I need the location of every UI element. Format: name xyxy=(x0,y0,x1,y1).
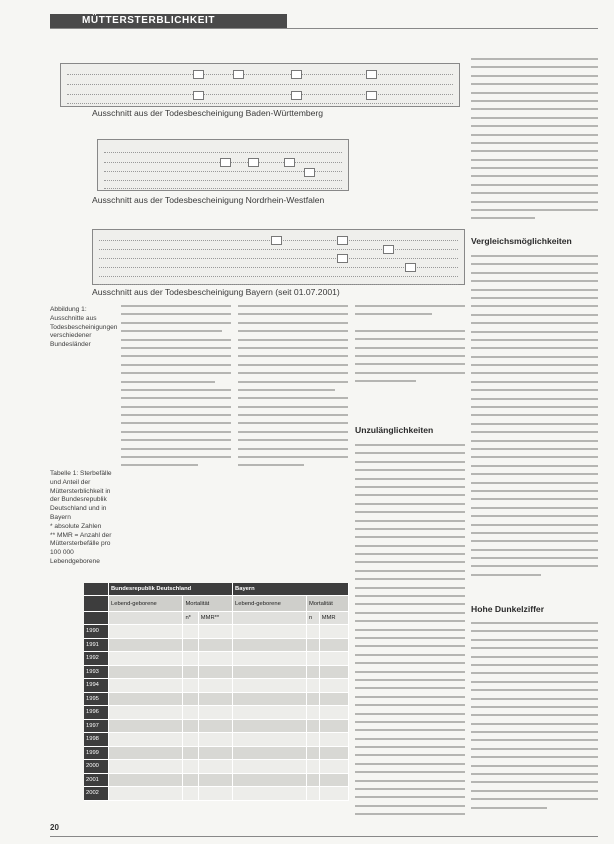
body-column-2 xyxy=(238,305,348,473)
table-cell-brd-lg xyxy=(109,719,183,733)
table-row xyxy=(84,760,349,774)
table-cell-brd-mmr xyxy=(198,652,232,666)
page-number: 20 xyxy=(50,823,59,832)
table-row-year: 1997 xyxy=(84,719,109,733)
table-cell-brd-n xyxy=(183,746,198,760)
table-unit-mmr: MMR** xyxy=(198,612,232,625)
table-cell-by-n xyxy=(306,733,319,747)
table-cell-by-n xyxy=(306,692,319,706)
table-unit-n2: n xyxy=(306,612,319,625)
table-row-year: 2000 xyxy=(84,760,109,774)
table-cell-brd-n xyxy=(183,706,198,720)
table-cell-brd-mmr xyxy=(198,665,232,679)
body-column-4-bottom xyxy=(471,622,598,812)
table-cell-by-mmr xyxy=(319,746,348,760)
table-col-mortalitaet-by: Mortalität xyxy=(306,596,348,612)
table-cell-by-lg xyxy=(233,719,307,733)
table-cell-brd-n xyxy=(183,679,198,693)
table-cell-by-n xyxy=(306,652,319,666)
table-cell-brd-mmr xyxy=(198,746,232,760)
table-row-year: 2001 xyxy=(84,773,109,787)
table-cell-brd-mmr xyxy=(198,638,232,652)
mortality-table xyxy=(84,583,349,801)
table-row-year: 1991 xyxy=(84,638,109,652)
table-unit-mmr2: MMR xyxy=(319,612,348,625)
table-cell-brd-lg xyxy=(109,760,183,774)
table-cell-brd-lg xyxy=(109,665,183,679)
table-cell-brd-mmr xyxy=(198,679,232,693)
table-cell-brd-lg xyxy=(109,625,183,639)
table-cell-brd-lg xyxy=(109,638,183,652)
table-cell-by-n xyxy=(306,760,319,774)
table-row xyxy=(84,638,349,652)
table-cell-brd-lg xyxy=(109,679,183,693)
table-cell-brd-mmr xyxy=(198,733,232,747)
table-group-bayern: Bayern xyxy=(233,583,349,596)
body-column-3-bottom xyxy=(355,444,465,816)
footer-rule xyxy=(50,836,598,837)
table-row xyxy=(84,625,349,639)
table-row xyxy=(84,706,349,720)
table-cell-by-n xyxy=(306,665,319,679)
table-cell-brd-n xyxy=(183,665,198,679)
table-row-year: 1993 xyxy=(84,665,109,679)
table-cell-by-n xyxy=(306,746,319,760)
table-row xyxy=(84,719,349,733)
table-1-caption-title: Tabelle 1: Sterbefälle und Anteil der Müttersterblichkeit in der Bundesrepublik Deutschland und in Bayern xyxy=(50,470,112,521)
table-cell-brd-n xyxy=(183,733,198,747)
table-row xyxy=(84,692,349,706)
table-row xyxy=(84,665,349,679)
section-title: MÜTTERSTERBLICHKEIT xyxy=(50,14,287,28)
table-col-lebend: Lebend-geborene xyxy=(109,596,183,612)
body-column-4-middle xyxy=(471,255,598,585)
figure-nrw xyxy=(97,139,349,191)
table-1-caption-note-1: * absolute Zahlen xyxy=(50,522,102,530)
header-rule xyxy=(50,28,598,29)
body-column-1 xyxy=(121,305,231,473)
body-column-3-top xyxy=(355,305,465,415)
figure-bw xyxy=(60,63,460,107)
table-cell-by-lg xyxy=(233,692,307,706)
table-cell-by-mmr xyxy=(319,760,348,774)
table-row-year: 1995 xyxy=(84,692,109,706)
table-row xyxy=(84,787,349,801)
table-cell-by-mmr xyxy=(319,665,348,679)
table-row-year: 1994 xyxy=(84,679,109,693)
table-cell-by-mmr xyxy=(319,706,348,720)
table-cell-by-mmr xyxy=(319,625,348,639)
table-cell-brd-n xyxy=(183,692,198,706)
table-cell-brd-mmr xyxy=(198,760,232,774)
table-cell-by-lg xyxy=(233,760,307,774)
table-cell-brd-mmr xyxy=(198,773,232,787)
body-column-4-top xyxy=(471,58,598,228)
table-cell-by-lg xyxy=(233,638,307,652)
heading-unzulaenglichkeiten: Unzulänglichkeiten xyxy=(355,425,434,435)
table-cell-by-n xyxy=(306,719,319,733)
table-cell-by-lg xyxy=(233,625,307,639)
table-cell-by-mmr xyxy=(319,638,348,652)
figure-bayern xyxy=(92,229,465,285)
table-cell-brd-mmr xyxy=(198,787,232,801)
table-cell-brd-lg xyxy=(109,692,183,706)
table-cell-by-n xyxy=(306,625,319,639)
table-row-year: 1996 xyxy=(84,706,109,720)
table-cell-by-mmr xyxy=(319,652,348,666)
table-row xyxy=(84,652,349,666)
figure-bw-caption: Ausschnitt aus der Todesbescheinigung Baden-Württemberg xyxy=(92,108,324,118)
table-cell-by-n xyxy=(306,638,319,652)
table-row-year: 1999 xyxy=(84,746,109,760)
table-row-year: 1990 xyxy=(84,625,109,639)
table-cell-by-lg xyxy=(233,706,307,720)
table-1-caption-note-2: ** MMR = Anzahl der Müttersterbefälle pro 100 000 Lebendgeborene xyxy=(50,531,112,565)
table-cell-brd-n xyxy=(183,652,198,666)
table-cell-by-lg xyxy=(233,787,307,801)
table-row-year: 1998 xyxy=(84,733,109,747)
table-cell-brd-lg xyxy=(109,746,183,760)
heading-vergleich: Vergleichsmöglichkeiten xyxy=(471,236,572,246)
figure-bayern-caption: Ausschnitt aus der Todesbescheinigung Bayern (seit 01.07.2001) xyxy=(92,287,340,297)
table-row-year: 1992 xyxy=(84,652,109,666)
heading-dunkelziffer: Hohe Dunkelziffer xyxy=(471,604,545,614)
table-cell-by-n xyxy=(306,706,319,720)
table-cell-by-mmr xyxy=(319,719,348,733)
table-cell-by-mmr xyxy=(319,679,348,693)
table-cell-by-mmr xyxy=(319,787,348,801)
table-cell-brd-mmr xyxy=(198,719,232,733)
table-cell-brd-mmr xyxy=(198,706,232,720)
table-cell-brd-mmr xyxy=(198,625,232,639)
figure-nrw-caption: Ausschnitt aus der Todesbescheinigung Nordrhein-Westfalen xyxy=(92,195,325,205)
table-cell-brd-lg xyxy=(109,773,183,787)
table-cell-by-lg xyxy=(233,773,307,787)
table-cell-by-mmr xyxy=(319,692,348,706)
table-cell-by-n xyxy=(306,787,319,801)
table-cell-by-lg xyxy=(233,652,307,666)
table-cell-brd-n xyxy=(183,773,198,787)
table-cell-brd-lg xyxy=(109,706,183,720)
table-row xyxy=(84,679,349,693)
table-col-lebend-by: Lebend-geborene xyxy=(233,596,307,612)
table-cell-by-n xyxy=(306,773,319,787)
table-cell-brd-n xyxy=(183,719,198,733)
table-col-mortalitaet: Mortalität xyxy=(183,596,233,612)
table-cell-by-n xyxy=(306,679,319,693)
table-cell-by-mmr xyxy=(319,733,348,747)
table-1-caption xyxy=(50,470,116,567)
table-row xyxy=(84,733,349,747)
table-cell-by-mmr xyxy=(319,773,348,787)
table-cell-by-lg xyxy=(233,733,307,747)
table-cell-by-lg xyxy=(233,679,307,693)
table-cell-brd-lg xyxy=(109,787,183,801)
table-unit-n: n* xyxy=(183,612,198,625)
table-cell-brd-n xyxy=(183,760,198,774)
table-row-year: 2002 xyxy=(84,787,109,801)
table-cell-brd-lg xyxy=(109,733,183,747)
table-cell-brd-lg xyxy=(109,652,183,666)
figure-1-caption: Abbildung 1: Ausschnitte aus Todesbescheinigungen verschiedener Bundesländer xyxy=(50,306,118,349)
table-cell-brd-n xyxy=(183,625,198,639)
table-cell-brd-n xyxy=(183,638,198,652)
table-cell-brd-n xyxy=(183,787,198,801)
table-cell-brd-mmr xyxy=(198,692,232,706)
table-row xyxy=(84,746,349,760)
table-group-brd: Bundesrepublik Deutschland xyxy=(109,583,233,596)
table-row xyxy=(84,773,349,787)
table-cell-by-lg xyxy=(233,746,307,760)
table-cell-by-lg xyxy=(233,665,307,679)
